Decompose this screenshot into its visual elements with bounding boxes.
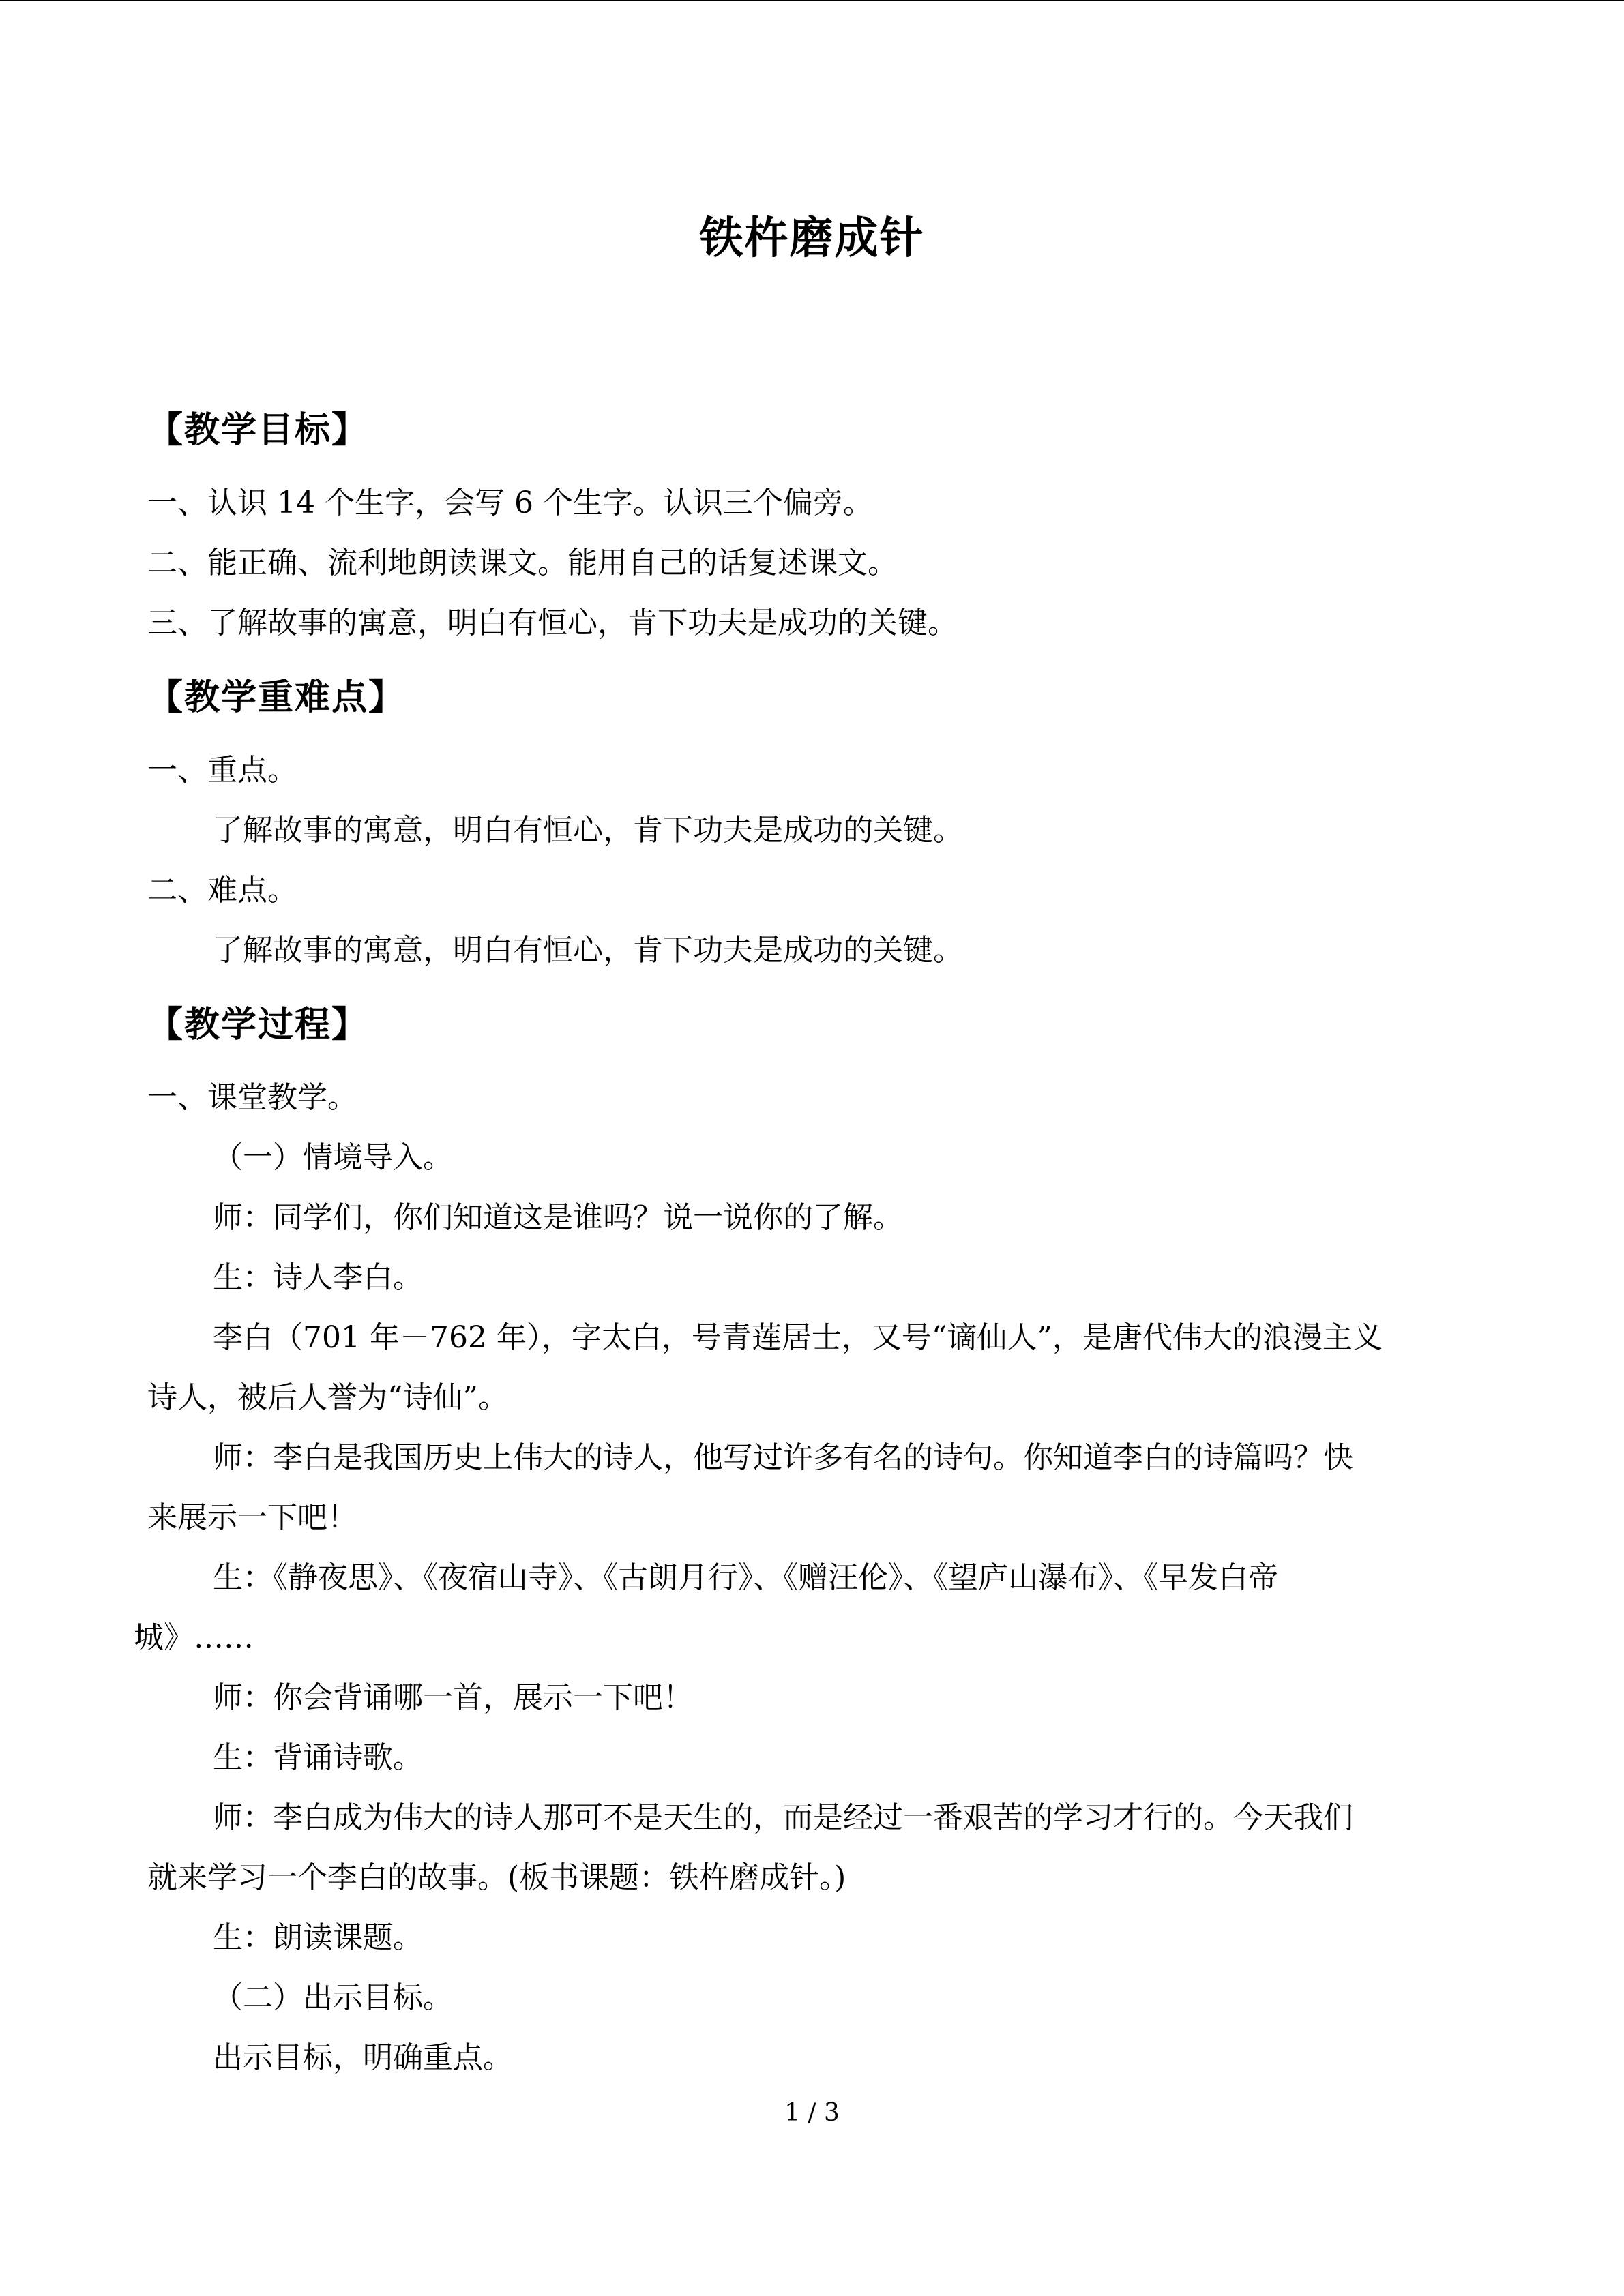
process-line: 出示目标，明确重点。 <box>213 2040 513 2075</box>
process-line: （一）情境导入。 <box>213 1140 453 1175</box>
key-points-heading: 【教学重难点】 <box>147 676 406 718</box>
goals-heading: 【教学目标】 <box>147 409 369 451</box>
process-line: 生：背诵诗歌。 <box>213 1740 423 1775</box>
difficulty-text: 了解故事的寓意，明白有恒心，肯下功夫是成功的关键。 <box>213 933 963 968</box>
process-line: 生：《静夜思》、《夜宿山寺》、《古朗月行》、《赠汪伦》、《望庐山瀑布》、《早发白帝 <box>213 1560 1278 1595</box>
process-line: 一、课堂教学。 <box>147 1080 357 1115</box>
process-line: 就来学习一个李白的故事。(板书课题：铁杵磨成针。) <box>147 1860 846 1895</box>
goal-item: 二、能正确、流利地朗读课文。能用自己的话复述课文。 <box>147 546 898 580</box>
key-point-text: 了解故事的寓意，明白有恒心，肯下功夫是成功的关键。 <box>213 813 963 848</box>
process-line: 师：你会背诵哪一首，展示一下吧！ <box>213 1680 693 1715</box>
process-heading: 【教学过程】 <box>147 1004 369 1045</box>
process-line: 师：李白成为伟大的诗人那可不是天生的，而是经过一番艰苦的学习才行的。今天我们 <box>213 1800 1353 1835</box>
key-point-label: 一、重点。 <box>147 753 297 788</box>
process-line: 李白（701 年－762 年），字太白，号青莲居士，又号“谪仙人”，是唐代伟大的浪漫主义 <box>213 1320 1383 1355</box>
process-line: 师：李白是我国历史上伟大的诗人，他写过许多有名的诗句。你知道李白的诗篇吗？快 <box>213 1440 1353 1475</box>
difficulty-label: 二、难点。 <box>147 873 297 908</box>
process-line: 生：诗人李白。 <box>213 1260 423 1295</box>
process-line: 来展示一下吧！ <box>147 1500 357 1535</box>
top-border <box>0 0 1624 1</box>
document-title: 铁杵磨成针 <box>699 213 925 264</box>
goal-item: 一、认识 14 个生字，会写 6 个生字。认识三个偏旁。 <box>147 486 873 520</box>
process-line: 诗人，被后人誉为“诗仙”。 <box>147 1380 508 1415</box>
process-line: 城》…… <box>134 1620 254 1655</box>
goal-item: 三、了解故事的寓意，明白有恒心，肯下功夫是成功的关键。 <box>147 606 958 640</box>
process-line: （二）出示目标。 <box>213 1980 453 2015</box>
process-line: 生：朗读课题。 <box>213 1920 423 1955</box>
page-indicator: 1 / 3 <box>784 2099 840 2127</box>
process-line: 师：同学们，你们知道这是谁吗？说一说你的了解。 <box>213 1200 903 1235</box>
